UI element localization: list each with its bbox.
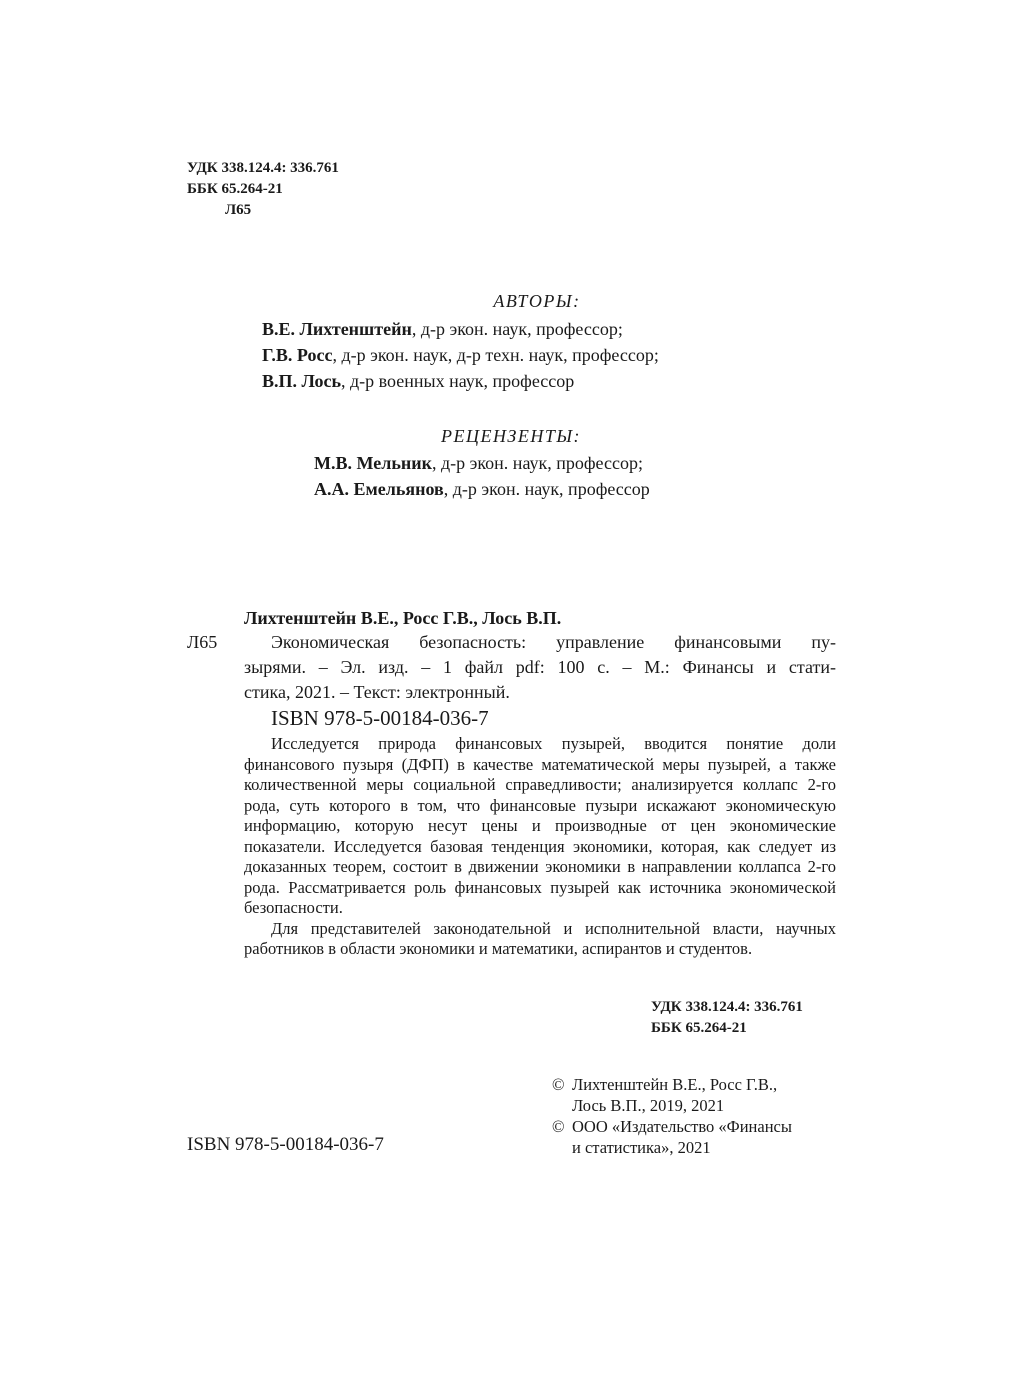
author-item: [262, 342, 659, 368]
author-item: [262, 316, 659, 342]
catalog-line: Экономическая безопасность: управление финансовыми пу-: [271, 632, 836, 652]
bottom-codes-block: [651, 997, 803, 1039]
author-mark: Л65: [225, 202, 252, 218]
udk-code: УДК 338.124.4: 336.761: [187, 160, 339, 176]
reviewers-heading: РЕЦЕНЗЕНТЫ:: [440, 426, 582, 446]
catalog-line: зырями. – Эл. изд. – 1 файл pdf: 100 с. – М.: Финансы и стати-: [244, 657, 836, 677]
reviewers-list: [314, 450, 650, 502]
reviewer-item: [314, 450, 650, 476]
reviewer-desc: , д-р экон. наук, профессор: [443, 479, 650, 499]
author-item: [262, 368, 659, 394]
top-codes-block: [187, 158, 339, 221]
author-desc: , д-р экон. наук, профессор;: [411, 319, 623, 339]
catalog-authors: Лихтенштейн В.Е., Росс Г.В., Лось В.П.: [244, 608, 562, 628]
author-name: Г.В. Росс: [262, 345, 333, 365]
author-desc: , д-р военных наук, профессор: [340, 371, 575, 391]
bbk-code: ББК 65.264-21: [187, 181, 283, 197]
annotation-paragraph: Для представителей законодательной и исполнительной власти, научных работников в области экономики и математики, аспирантов и студентов.: [244, 918, 836, 958]
bbk-code: ББК 65.264-21: [651, 1020, 747, 1036]
copyright-sign: ©: [552, 1117, 565, 1136]
annotation-paragraph: Исследуется природа финансовых пузырей, вводится понятие доли финансового пузыря (ДФП) в качестве математической меры пузырей, а также количественной меры социальной справедливости; анализируется коллапс 2-го рода, суть которого в том, что финансовые пузыри искажают экономическую информацию, которую несут цены и производные от цен экономические показатели. Исследуется базовая тенденция экономики, которая, как следует из доказанных теорем, состоит в движении экономики в направлении коллапса 2-го рода. Рассматривается роль финансовых пузырей как источника экономической безопасности.: [244, 734, 836, 917]
author-name: В.П. Лось: [262, 371, 341, 391]
copyright-item: [552, 1116, 792, 1158]
annotation: [244, 734, 836, 960]
copyright-line: и статистика», 2021: [572, 1138, 711, 1157]
catalog-mark: Л65: [187, 632, 218, 652]
copyright-block: [552, 1074, 792, 1158]
reviewer-item: [314, 476, 650, 502]
catalog-isbn: ISBN 978-5-00184-036-7: [271, 706, 489, 730]
authors-heading: АВТОРЫ:: [493, 291, 581, 311]
author-desc: , д-р экон. наук, д-р техн. наук, профессор;: [332, 345, 659, 365]
author-name: В.Е. Лихтенштейн: [262, 319, 412, 339]
reviewer-name: А.А. Емельянов: [314, 479, 444, 499]
reviewer-name: М.В. Мельник: [314, 453, 432, 473]
copyright-line: ООО «Издательство «Финансы: [572, 1117, 792, 1136]
authors-list: [262, 316, 659, 394]
copyright-sign: ©: [552, 1075, 565, 1094]
copyright-line: Лихтенштейн В.Е., Росс Г.В.,: [572, 1075, 778, 1094]
catalog-line: стика, 2021. – Текст: электронный.: [244, 682, 510, 702]
bottom-isbn: ISBN 978-5-00184-036-7: [187, 1134, 384, 1155]
reviewer-desc: , д-р экон. наук, профессор;: [431, 453, 643, 473]
catalog-description: [244, 630, 836, 705]
copyright-item: [552, 1074, 792, 1116]
copyright-line: Лось В.П., 2019, 2021: [572, 1096, 725, 1115]
udk-code: УДК 338.124.4: 336.761: [651, 999, 803, 1015]
